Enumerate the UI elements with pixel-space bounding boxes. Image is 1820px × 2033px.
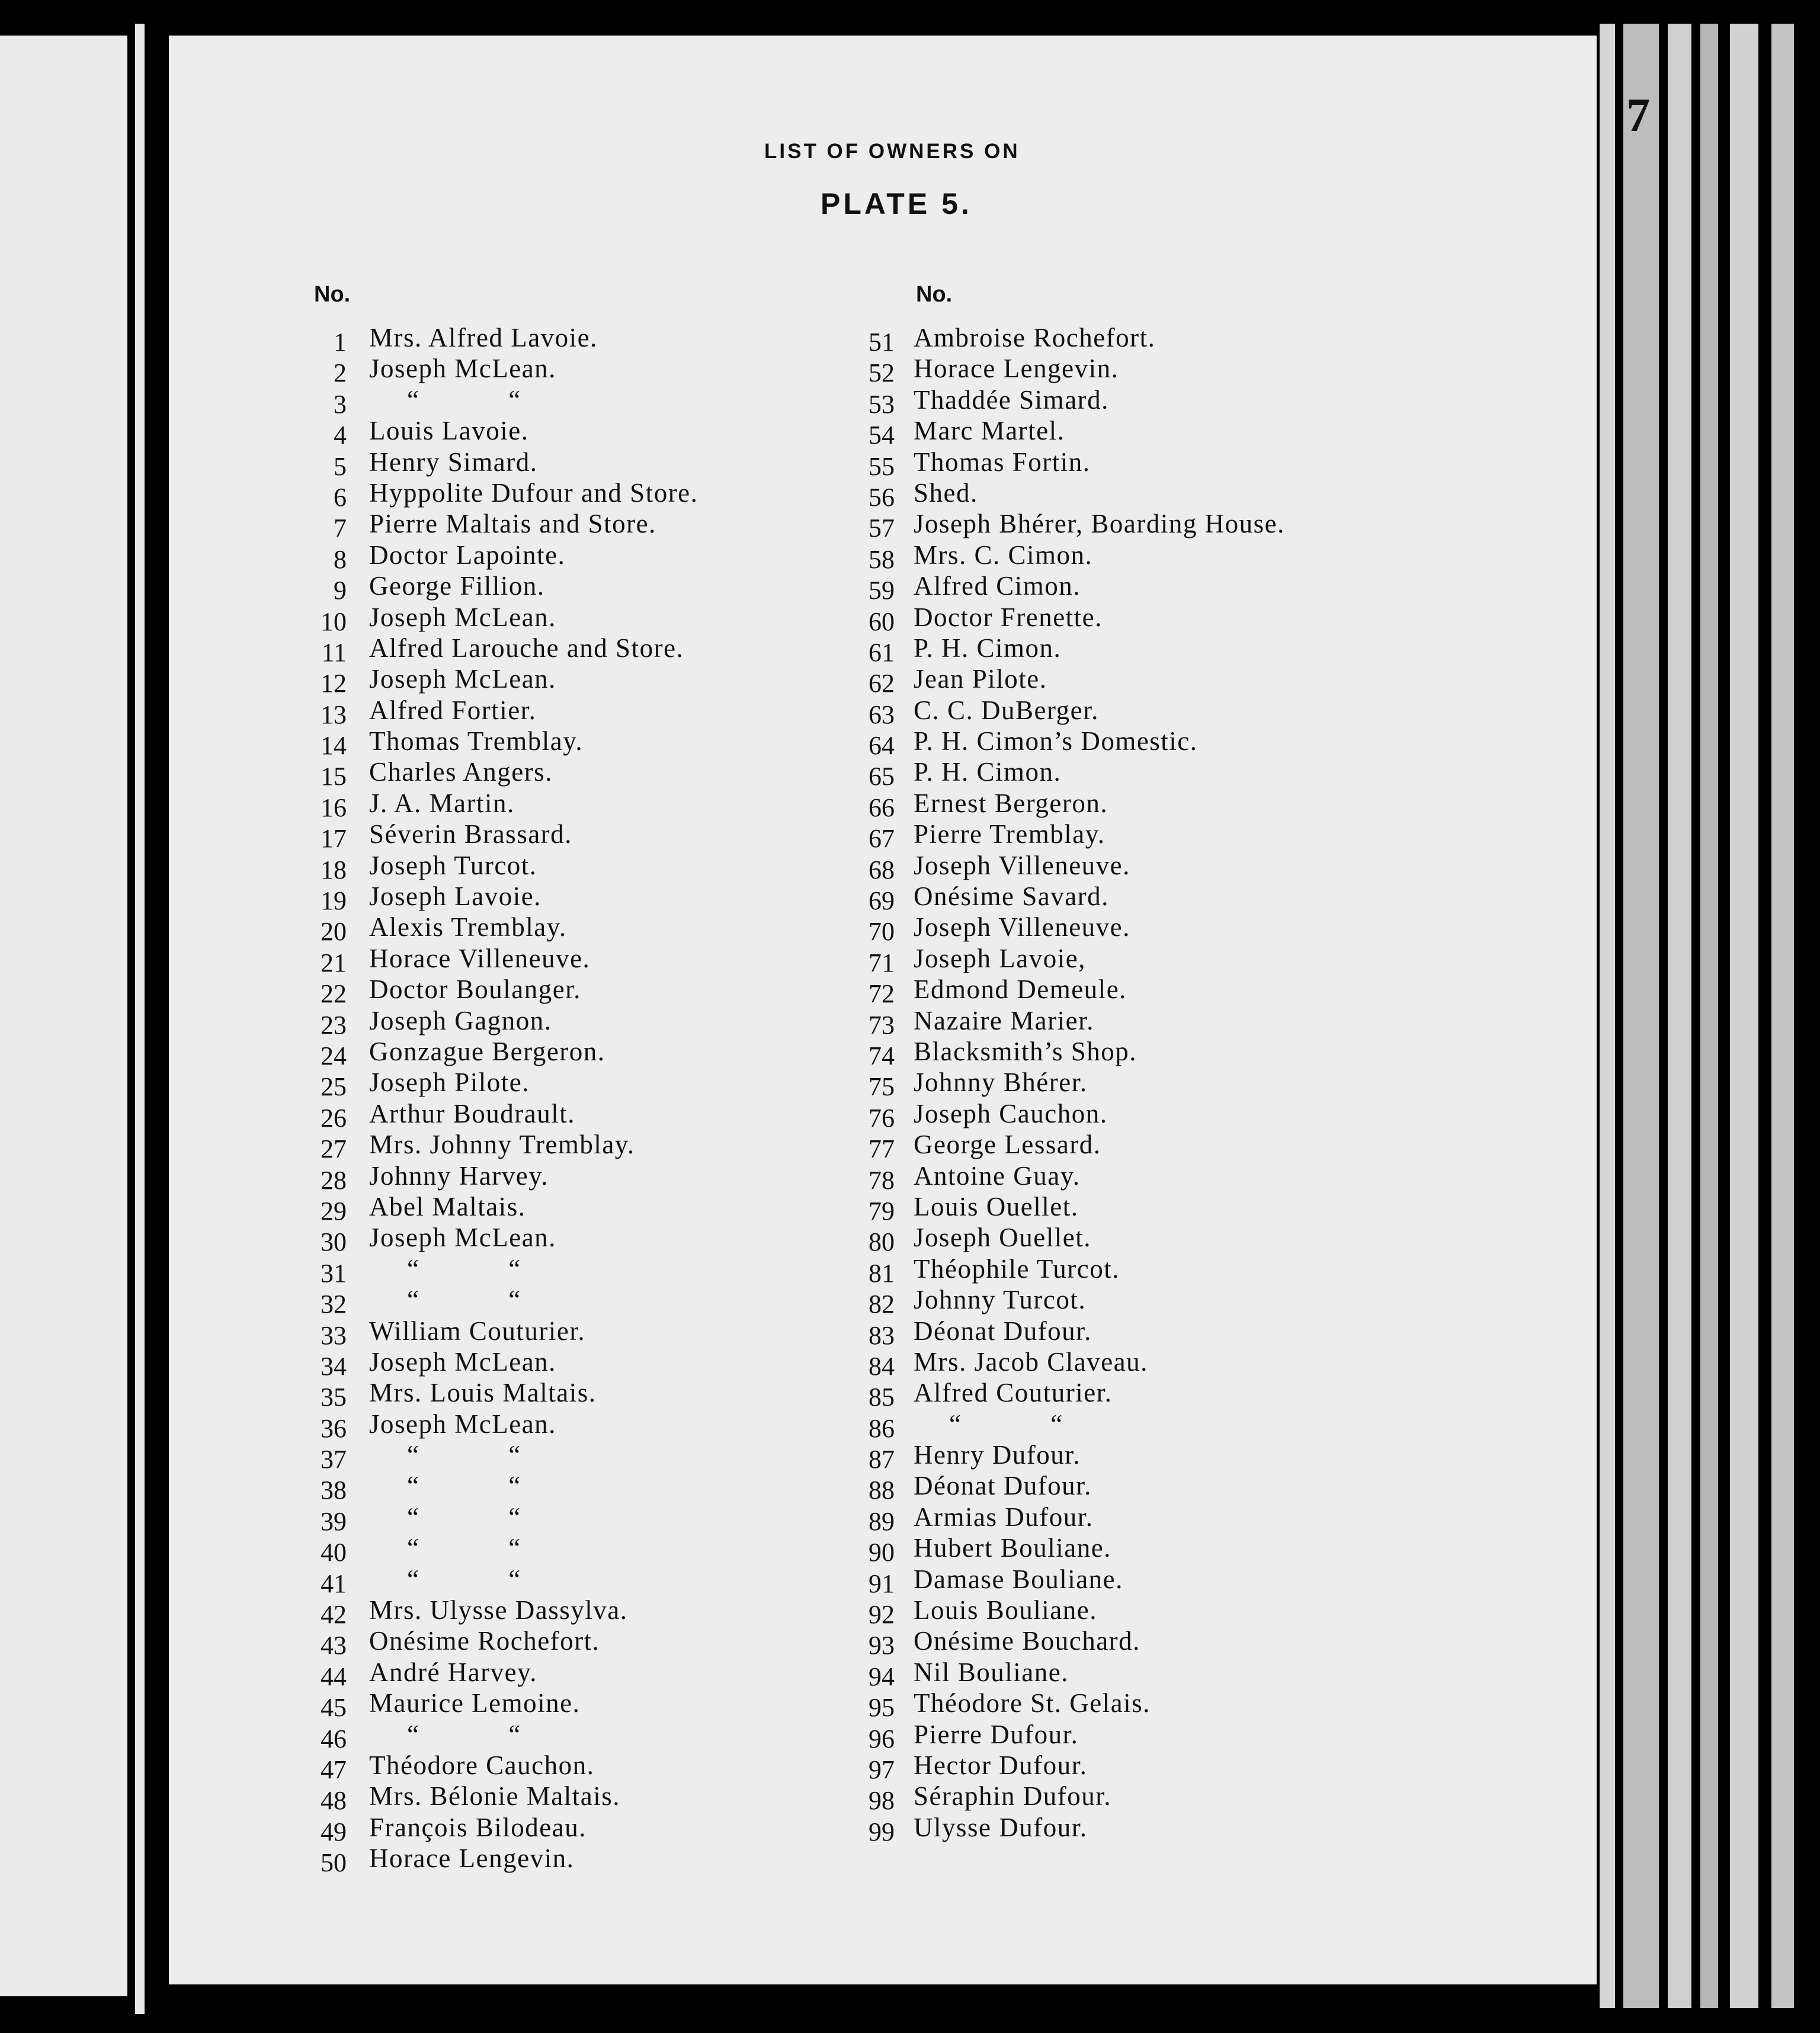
owner-name: Arthur Boudrault.	[369, 1098, 575, 1128]
owner-name: Déonat Dufour.	[914, 1471, 1092, 1501]
owner-name: Onésime Bouchard.	[914, 1626, 1140, 1656]
entry-number: 10	[321, 607, 347, 636]
owner-name: Doctor Frenette.	[914, 602, 1103, 632]
entry-number: 37	[321, 1445, 347, 1474]
owner-name: André Harvey.	[369, 1657, 537, 1687]
entry-number: 74	[869, 1041, 895, 1070]
entry-number: 59	[869, 576, 895, 605]
entry-number: 69	[869, 886, 895, 916]
plate-title: PLATE 5.	[821, 187, 972, 220]
entry-number: 67	[869, 824, 895, 854]
owner-name: Joseph McLean.	[369, 1223, 556, 1253]
owner-name: Thomas Tremblay.	[369, 726, 584, 756]
owner-name: Alfred Couturier.	[914, 1378, 1113, 1408]
entry-number: 60	[869, 607, 895, 636]
entry-number: 64	[869, 731, 895, 761]
owner-name: Horace Lengevin.	[914, 354, 1119, 384]
owner-name: Alfred Larouche and Store.	[369, 633, 684, 663]
owner-name: Hector Dufour.	[914, 1750, 1088, 1780]
owner-name: Johnny Turcot.	[914, 1285, 1087, 1315]
owner-name: “ “	[407, 1440, 521, 1470]
owner-name: Nil Bouliane.	[914, 1657, 1069, 1687]
page-stack-edge	[1771, 24, 1794, 2008]
owner-name: Horace Villeneuve.	[369, 943, 591, 973]
corner-mark: 7	[1626, 89, 1650, 142]
entry-number: 13	[321, 700, 347, 729]
entry-number: 82	[869, 1290, 895, 1319]
owner-name: Séverin Brassard.	[369, 819, 572, 849]
entry-number: 47	[321, 1755, 347, 1784]
entry-number: 86	[869, 1413, 895, 1443]
owner-name: Gonzague Bergeron.	[369, 1036, 605, 1066]
entry-number: 6	[334, 482, 347, 512]
owner-name: Joseph McLean.	[369, 664, 556, 694]
facing-page-edge	[0, 36, 127, 1996]
entry-number: 46	[321, 1724, 347, 1753]
entry-number: 58	[869, 544, 895, 574]
owner-name: “ “	[407, 384, 521, 415]
entry-number: 62	[869, 669, 895, 698]
owner-name: Charles Angers.	[369, 757, 553, 787]
owner-name: Théophile Turcot.	[914, 1253, 1120, 1284]
entry-number: 77	[869, 1134, 895, 1164]
entry-number: 61	[869, 637, 895, 667]
owner-name: Louis Ouellet.	[914, 1191, 1079, 1221]
owner-name: Mrs. Louis Maltais.	[369, 1378, 597, 1408]
owner-name: Onésime Savard.	[914, 881, 1109, 912]
owner-name: Joseph Gagnon.	[369, 1005, 552, 1035]
entry-number: 40	[321, 1538, 347, 1567]
entry-number: 81	[869, 1258, 895, 1288]
entry-number: 78	[869, 1165, 895, 1195]
owner-name: Alfred Fortier.	[369, 695, 537, 725]
entry-number: 79	[869, 1196, 895, 1226]
owner-name: Joseph Pilote.	[369, 1067, 530, 1098]
owner-name: Théodore St. Gelais.	[914, 1688, 1151, 1718]
entry-number: 54	[869, 421, 895, 450]
entry-number: 91	[869, 1569, 895, 1598]
owner-name: Blacksmith’s Shop.	[914, 1036, 1138, 1066]
entry-number: 26	[321, 1103, 347, 1133]
entry-number: 88	[869, 1476, 895, 1505]
owner-name: Joseph Bhérer, Boarding House.	[914, 509, 1285, 539]
entry-number: 99	[869, 1817, 895, 1846]
entry-number: 84	[869, 1351, 895, 1381]
entry-number: 22	[321, 979, 347, 1009]
entry-number: 41	[321, 1569, 347, 1598]
owner-name: Alfred Cimon.	[914, 571, 1081, 601]
owner-name: Ulysse Dufour.	[914, 1812, 1088, 1842]
owner-name: Henry Simard.	[369, 447, 538, 477]
entry-number: 9	[334, 576, 347, 605]
entry-number: 17	[321, 824, 347, 854]
owner-name: Johnny Bhérer.	[914, 1067, 1088, 1098]
owner-name: Edmond Demeule.	[914, 974, 1127, 1005]
owner-name: Séraphin Dufour.	[914, 1781, 1111, 1811]
entry-number: 68	[869, 855, 895, 884]
owner-name: François Bilodeau.	[369, 1812, 587, 1842]
entry-number: 70	[869, 917, 895, 947]
owner-name: Mrs. Ulysse Dassylva.	[369, 1595, 628, 1625]
entry-number: 92	[869, 1600, 895, 1630]
entry-number: 43	[321, 1631, 347, 1660]
entry-number: 90	[869, 1538, 895, 1567]
owner-name: P. H. Cimon.	[914, 633, 1062, 663]
entry-number: 5	[334, 451, 347, 481]
entry-number: 28	[321, 1165, 347, 1195]
entry-number: 20	[321, 917, 347, 947]
page-stack-edge	[1700, 24, 1718, 2008]
owner-name: Johnny Harvey.	[369, 1160, 549, 1191]
owner-name: Pierre Tremblay.	[914, 819, 1106, 849]
owner-name: Armias Dufour.	[914, 1502, 1094, 1532]
entry-number: 89	[869, 1506, 895, 1536]
owner-name: Ernest Bergeron.	[914, 788, 1108, 818]
owner-name: Joseph Lavoie,	[914, 943, 1086, 973]
owner-name: Mrs. Bélonie Maltais.	[369, 1781, 620, 1811]
left-column-header: No.	[314, 282, 351, 307]
owner-name: Henry Dufour.	[914, 1440, 1081, 1470]
owner-name: George Fillion.	[369, 571, 545, 601]
owner-name: C. C. DuBerger.	[914, 695, 1099, 725]
owner-name: Pierre Maltais and Store.	[369, 509, 656, 539]
owner-name: Horace Lengevin.	[369, 1843, 575, 1874]
entry-number: 19	[321, 886, 347, 916]
owner-name: Onésime Rochefort.	[369, 1626, 600, 1656]
entry-number: 16	[321, 793, 347, 822]
owner-name: Ambroise Rochefort.	[914, 323, 1156, 352]
entry-number: 44	[321, 1662, 347, 1691]
owner-name: Déonat Dufour.	[914, 1316, 1092, 1346]
right-column-header: No.	[916, 282, 953, 307]
owner-name: Joseph McLean.	[369, 602, 556, 632]
entry-number: 31	[321, 1258, 347, 1288]
entry-number: 52	[869, 358, 895, 388]
entry-number: 49	[321, 1817, 347, 1846]
entry-number: 30	[321, 1227, 347, 1257]
owner-name: Hyppolite Dufour and Store.	[369, 477, 698, 508]
owner-name: Antoine Guay.	[914, 1160, 1081, 1191]
entry-number: 57	[869, 514, 895, 543]
entry-number: 66	[869, 793, 895, 822]
entry-number: 3	[334, 389, 347, 419]
owner-name: “ “	[407, 1502, 521, 1532]
owner-name: Théodore Cauchon.	[369, 1750, 595, 1780]
entry-number: 21	[321, 948, 347, 977]
entry-number: 72	[869, 979, 895, 1009]
entry-number: 48	[321, 1786, 347, 1816]
owner-name: Damase Bouliane.	[914, 1564, 1123, 1594]
owner-name: “ “	[407, 1285, 521, 1315]
entry-number: 35	[321, 1383, 347, 1412]
page-stack-edge	[1623, 24, 1659, 2008]
entry-number: 96	[869, 1724, 895, 1753]
owner-name: J. A. Martin.	[369, 788, 515, 818]
owner-name: Pierre Dufour.	[914, 1719, 1079, 1749]
entry-number: 23	[321, 1010, 347, 1040]
owner-name: Jean Pilote.	[914, 664, 1047, 694]
entry-number: 75	[869, 1072, 895, 1102]
entry-number: 50	[321, 1848, 347, 1878]
owner-name: Joseph McLean.	[369, 1409, 556, 1439]
owner-name: “ “	[949, 1409, 1063, 1439]
owner-name: Joseph Turcot.	[369, 850, 537, 880]
owner-name: Nazaire Marier.	[914, 1005, 1094, 1035]
owner-name: Joseph McLean.	[369, 1346, 556, 1377]
entry-number: 97	[869, 1755, 895, 1784]
entry-number: 55	[869, 451, 895, 481]
entry-number: 85	[869, 1383, 895, 1412]
entry-number: 95	[869, 1693, 895, 1723]
owner-name: Mrs. Johnny Tremblay.	[369, 1130, 635, 1160]
entry-number: 36	[321, 1413, 347, 1443]
page-stack-edge	[1600, 24, 1615, 2008]
entry-number: 27	[321, 1134, 347, 1164]
owner-name: Mrs. C. Cimon.	[914, 540, 1093, 570]
owner-name: Joseph Villeneuve.	[914, 912, 1130, 942]
entry-number: 12	[321, 669, 347, 698]
owner-name: “ “	[407, 1471, 521, 1501]
owner-name: P. H. Cimon’s Domestic.	[914, 726, 1198, 756]
owner-name: Mrs. Jacob Claveau.	[914, 1346, 1148, 1377]
owner-name: William Couturier.	[369, 1316, 586, 1346]
entry-number: 83	[869, 1320, 895, 1350]
entry-number: 1	[334, 328, 347, 357]
entry-number: 8	[334, 544, 347, 574]
entry-number: 87	[869, 1445, 895, 1474]
document-page	[169, 36, 1597, 1984]
owner-name: P. H. Cimon.	[914, 757, 1062, 787]
owner-name: Joseph Villeneuve.	[914, 850, 1130, 880]
entry-number: 76	[869, 1103, 895, 1133]
entry-number: 56	[869, 482, 895, 512]
entry-number: 73	[869, 1010, 895, 1040]
entry-number: 2	[334, 358, 347, 388]
owner-name: Alexis Tremblay.	[369, 912, 567, 942]
owner-name: Maurice Lemoine.	[369, 1688, 581, 1718]
owner-name: Hubert Bouliane.	[914, 1533, 1111, 1563]
entry-number: 65	[869, 762, 895, 791]
entry-number: 34	[321, 1351, 347, 1381]
owner-name: Marc Martel.	[914, 416, 1065, 446]
entry-number: 51	[869, 328, 895, 357]
owner-name: “ “	[407, 1253, 521, 1284]
owner-name: Doctor Boulanger.	[369, 974, 581, 1005]
entry-number: 25	[321, 1072, 347, 1102]
page-stack-edge	[1730, 24, 1758, 2008]
owner-name: Abel Maltais.	[369, 1191, 526, 1221]
owner-name: “ “	[407, 1533, 521, 1563]
owner-name: Thomas Fortin.	[914, 447, 1091, 477]
entry-number: 53	[869, 389, 895, 419]
owner-name: Mrs. Alfred Lavoie.	[369, 323, 598, 352]
page-stack-edge	[1668, 24, 1691, 2008]
entry-number: 42	[321, 1600, 347, 1630]
entry-number: 33	[321, 1320, 347, 1350]
entry-number: 45	[321, 1693, 347, 1723]
entry-number: 38	[321, 1476, 347, 1505]
owner-name: Joseph Ouellet.	[914, 1223, 1091, 1253]
owner-name: Louis Lavoie.	[369, 416, 529, 446]
entry-number: 98	[869, 1786, 895, 1816]
owner-name: George Lessard.	[914, 1130, 1101, 1160]
owner-name: “ “	[407, 1719, 521, 1749]
entry-number: 15	[321, 762, 347, 791]
entry-number: 93	[869, 1631, 895, 1660]
entry-number: 4	[334, 421, 347, 450]
entry-number: 71	[869, 948, 895, 977]
entry-number: 80	[869, 1227, 895, 1257]
owner-name: Doctor Lapointe.	[369, 540, 566, 570]
owner-name: Joseph Lavoie.	[369, 881, 541, 912]
entry-number: 11	[321, 637, 347, 667]
entry-number: 7	[334, 514, 347, 543]
entry-number: 18	[321, 855, 347, 884]
entry-number: 24	[321, 1041, 347, 1070]
owner-name: Joseph Cauchon.	[914, 1098, 1108, 1128]
owner-name: Joseph McLean.	[369, 354, 556, 384]
entry-number: 63	[869, 700, 895, 729]
spine-line	[135, 24, 145, 2014]
owner-name: Shed.	[914, 477, 978, 508]
entry-number: 29	[321, 1196, 347, 1226]
entry-number: 94	[869, 1662, 895, 1691]
entry-number: 32	[321, 1290, 347, 1319]
owner-name: “ “	[407, 1564, 521, 1594]
owner-name: Thaddée Simard.	[914, 384, 1109, 415]
entry-number: 39	[321, 1506, 347, 1536]
owner-name: Louis Bouliane.	[914, 1595, 1097, 1625]
list-title: LIST OF OWNERS ON	[764, 140, 1020, 163]
entry-number: 14	[321, 731, 347, 761]
